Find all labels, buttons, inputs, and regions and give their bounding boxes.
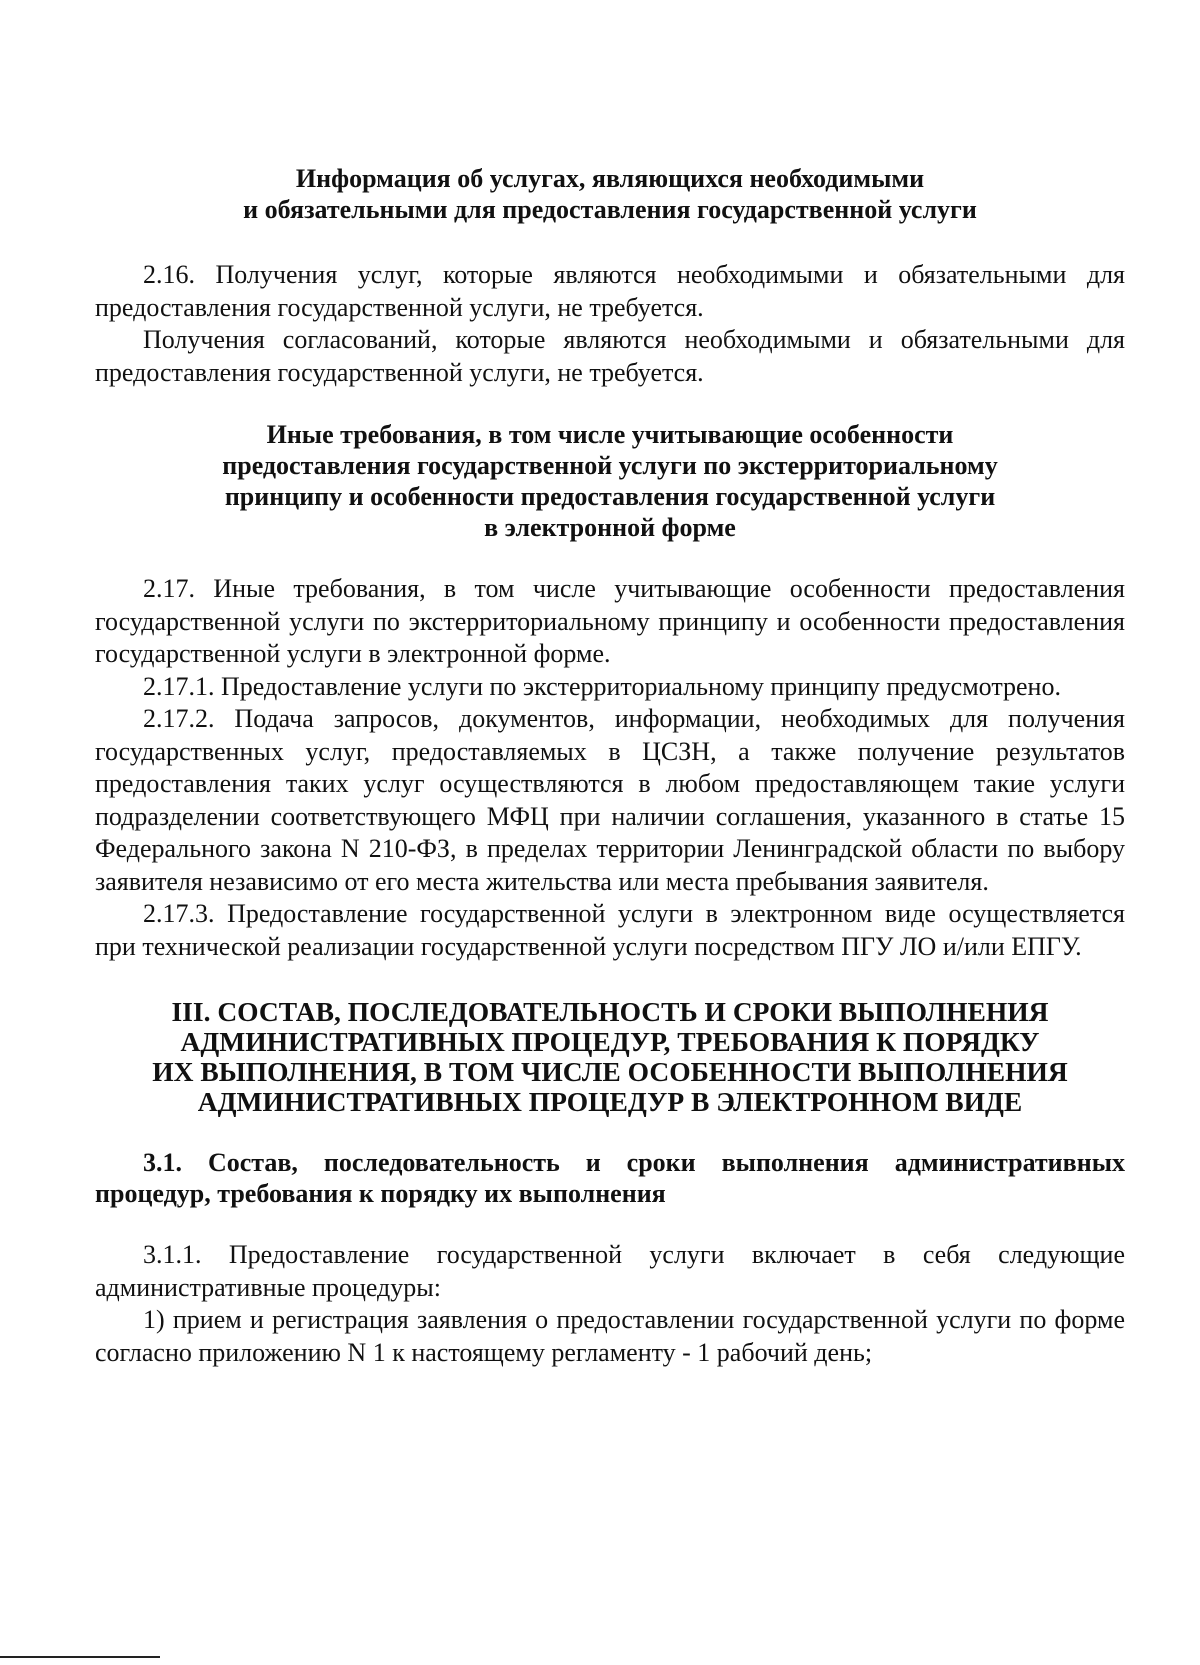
page-bottom-rule <box>0 1656 160 1658</box>
heading-line: Информация об услугах, являющихся необходимыми <box>295 164 925 193</box>
section-heading-services-info <box>95 163 1125 225</box>
heading-line: в электронной форме <box>484 513 736 542</box>
heading-line: ИХ ВЫПОЛНЕНИЯ, В ТОМ ЧИСЛЕ ОСОБЕННОСТИ ВЫПОЛНЕНИЯ <box>152 1056 1068 1087</box>
paragraph-2-17-3: 2.17.3. Предоставление государственной услуги в электронном виде осуществляется при технической реализации государственной услуги посредством ПГУ ЛО и/или ЕПГУ. <box>95 899 1125 961</box>
spacer <box>95 543 1125 573</box>
paragraph-3-1-1: 3.1.1. Предоставление государственной услуги включает в себя следующие административные процедуры: <box>95 1240 1125 1302</box>
paragraph-2-17: 2.17. Иные требования, в том числе учитывающие особенности предоставления государственной услуги по экстерриториальному принципу и особенности предоставления государственной услуги в электронной форме. <box>95 574 1125 668</box>
heading-line: АДМИНИСТРАТИВНЫХ ПРОЦЕДУР В ЭЛЕКТРОННОМ ВИДЕ <box>197 1086 1023 1117</box>
spacer <box>95 389 1125 419</box>
spacer <box>95 963 1125 997</box>
heading-line: принципу и особенности предоставления государственной услуги <box>224 482 996 511</box>
list-item-1: 1) прием и регистрация заявления о предоставлении государственной услуги по форме согласно приложению N 1 к настоящему регламенту - 1 рабочий день; <box>95 1305 1125 1367</box>
heading-line: предоставления государственной услуги по экстерриториальному <box>222 451 998 480</box>
paragraph-2-17-2: 2.17.2. Подача запросов, документов, информации, необходимых для получения государственных услуг, предоставляемых в ЦСЗН, а также получение результатов предоставления таких услуг осуществляются в любом предоставляющем такие услуги подразделении соответствующего МФЦ при наличии соглашения, указанного в статье 15 Федерального закона N 210-ФЗ, в пределах территории Ленинградской области по выбору заявителя независимо от его места жительства или места пребывания заявителя. <box>95 704 1125 896</box>
paragraph-approvals: Получения согласований, которые являются необходимыми и обязательными для предоставления государственной услуги, не требуется. <box>95 325 1125 387</box>
chapter-heading-iii <box>95 997 1125 1117</box>
heading-line: АДМИНИСТРАТИВНЫХ ПРОЦЕДУР, ТРЕБОВАНИЯ К ПОРЯДКУ <box>180 1026 1040 1057</box>
section-heading-other-requirements <box>95 419 1125 543</box>
paragraph-2-17-1: 2.17.1. Предоставление услуги по экстерриториальному принципу предусмотрено. <box>143 671 1061 701</box>
subheading-3-1: 3.1. Состав, последовательность и сроки выполнения административных процедур, требования к порядку их выполнения <box>95 1148 1125 1208</box>
heading-line: Иные требования, в том числе учитывающие особенности <box>266 420 954 449</box>
document-page <box>95 163 1125 1369</box>
spacer <box>95 225 1125 259</box>
heading-line: и обязательными для предоставления государственной услуги <box>243 195 977 224</box>
spacer <box>95 1209 1125 1239</box>
spacer <box>95 1117 1125 1147</box>
heading-line: III. СОСТАВ, ПОСЛЕДОВАТЕЛЬНОСТЬ И СРОКИ ВЫПОЛНЕНИЯ <box>171 996 1049 1027</box>
paragraph-2-16: 2.16. Получения услуг, которые являются необходимыми и обязательными для предоставления государственной услуги, не требуется. <box>95 260 1125 322</box>
